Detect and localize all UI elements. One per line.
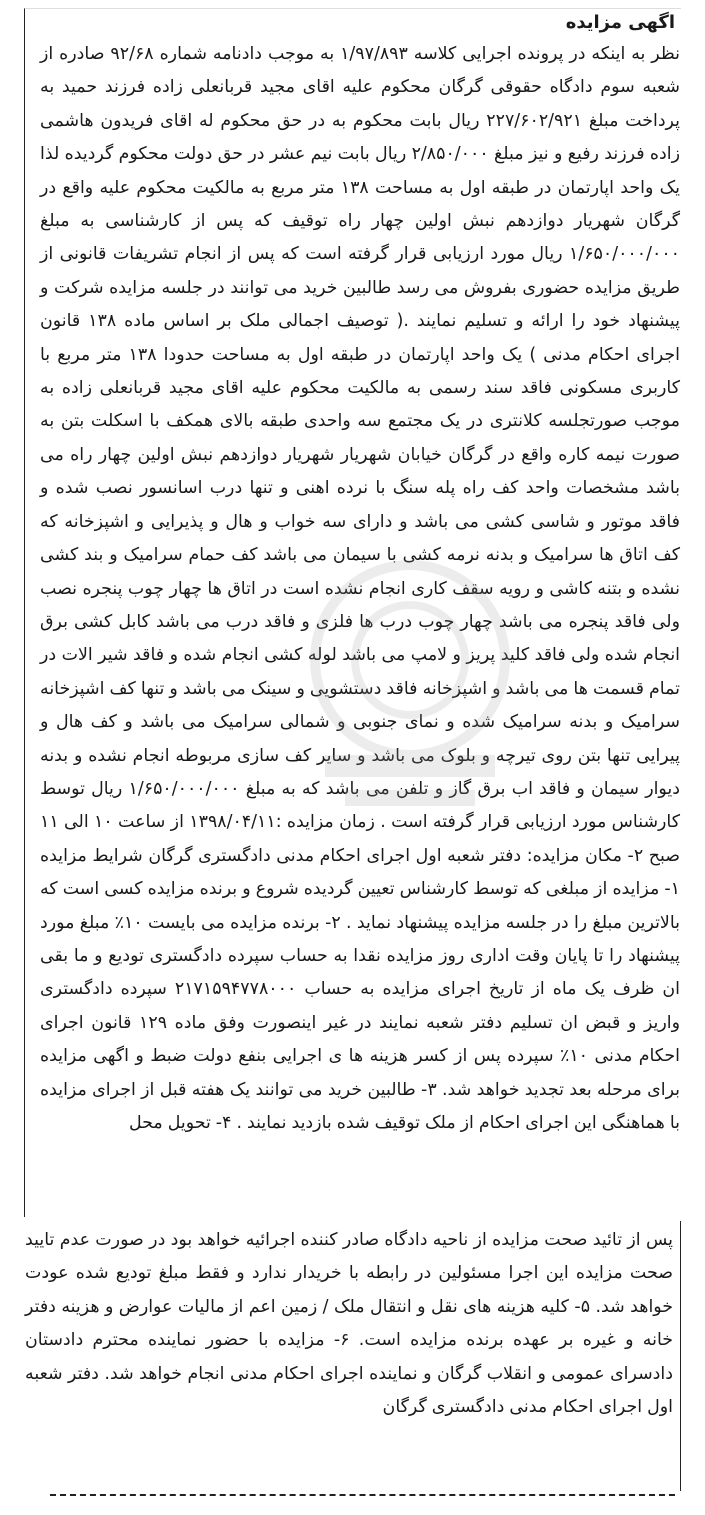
notice-title: اگهی مزایده — [565, 12, 675, 33]
dashed-separator — [50, 1494, 675, 1506]
notice-body-top: نظر به اینکه در پرونده اجرایی کلاسه ۱/۹۷/۸۹۳ به موجب دادنامه شماره ۹۲/۶۸ صادره از شعبه سوم دادگاه حقوقی گرگان محکوم علیه اقای مجید قربانعلی زاده فرزند حمید به پرداخت مبلغ ۲۲۷/۶۰۲/۹۲۱ ریال بابت محکوم به در حق محکوم له اقای فریدون هاشمی زاده فرزند رفیع و نیز مبلغ ۲/۸۵۰/۰۰۰ ریال بابت نیم عشر در حق دولت محکوم گردیده لذا یک واحد اپارتمان در طبقه اول به مساحت ۱۳۸ متر مربع به مالکیت محکوم علیه واقع در گرگان شهریار دوازدهم نبش اولین چهار راه توقیف که پس از کارشناسی به مبلغ ۱/۶۵۰/۰۰۰/۰۰۰ ریال مورد ارزیابی قرار گرفته است که پس از انجام تشریفات قانونی از طریق مزایده حضوری بفروش می رسد طالبین خرید می توانند در جلسه مزایده شرکت و پیشنهاد خود را ارائه و تسلیم نمایند .( توصیف اجمالی ملک بر اساس ماده ۱۳۸ قانون اجرای احکام مدنی ) یک واحد اپارتمان در طبقه اول به مساحت حدودا ۱۳۸ متر مربع با کاربری مسکونی فاقد سند رسمی به مالکیت محکوم علیه اقای مجید قربانعلی زاده به موجب صورتجلسه کلانتری در یک مجتمع سه واحدی طبقه بالای همکف با اسکلت بتن به صورت نیمه کاره واقع در گرگان خیابان شهریار شهریار دوازدهم نبش اولین چهار راه می باشد مشخصات واحد کف راه پله سنگ با نرده اهنی و تنها درب اسانسور نصب شده و فاقد موتور و شاسی کشی می باشد و دارای سه خواب و هال و پذیرایی و اشپزخانه که کف اتاق ها سرامیک و بدنه نرمه کشی با سیمان می باشد کف حمام سرامیک و بند کشی نشده و بتنه کاشی و رویه سقف کاری انجام نشده است در اتاق ها چهار چوب پنجره نصب ولی فاقد پنجره می باشد چهار چوب درب ها فلزی و فاقد درب می باشد کابل کشی برق انجام شده ولی فاقد کلید پریز و لامپ می باشد لوله کشی انجام شده و فاقد شیر الات در تمام قسمت ها می باشد و اشپزخانه فاقد دستشویی و سینک می باشد و تنها کف اشپزخانه سرامیک و بدنه سرامیک شده و نمای جنوبی و شمالی سرامیک می باشد و کف هال و پیرایی تنها بتن روی تیرچه و بلوک می باشد و سایر کف سازی مربوطه انجام نشده و بدنه دیوار سیمان و فاقد اب برق گاز و تلفن می باشد که به مبلغ ۱/۶۵۰/۰۰۰/۰۰۰ ریال توسط کارشناس مورد ارزیابی قرار گرفته است . زمان مزایده :۱۳۹۸/۰۴/۱۱ از ساعت ۱۰ الی ۱۱ صبح ۲- مکان مزایده: دفتر شعبه اول اجرای احکام مدنی دادگستری گرگان شرایط مزایده ۱- مزایده از مبلغی که توسط کارشناس تعیین گردیده شروع و برنده مزایده کسی است که بالاترین مبلغ را در جلسه مزایده پیشنهاد نماید . ۲- برنده مزایده می بایست ۱۰٪ مبلغ مورد پیشنهاد را تا پایان وقت اداری روز مزایده نقدا به حساب سپرده دادگستری تودیع و ما بقی ان ظرف یک ماه از تاریخ اجرای مزایده به حساب ۲۱۷۱۵۹۴۷۷۸۰۰۰ سپرده دادگستری واریز و قبض ان تسلیم دفتر شعبه نمایند در غیر اینصورت وفق ماده ۱۲۹ قانون اجرای احکام مدنی ۱۰٪ سپرده پس از کسر هزینه ها ی اجرایی بنفع دولت ضبط و اگهی مزایده برای مرحله بعد تجدید خواهد شد. ۳- طالبین خرید می توانند یک هفته قبل از اجرای مزایده با هماهنگی این اجرای احکام از ملک توقیف شده بازدید نمایند . ۴- تحویل محل — [40, 44, 681, 1133]
notice-body-bottom: پس از تائید صحت مزایده از ناحیه دادگاه صادر کننده اجرائیه خواهد بود در صورت عدم تایید صحت مزایده این اجرا مسئولین در رابطه با خریدار ندارد و فقط مبلغ تودیع شده عودت خواهد شد. ۵- کلیه هزینه های نقل و انتقال ملک / زمین اعم از مالیات عوارض و هزینه دفتر خانه و غیره بر عهده برنده مزایده است. ۶- مزایده با حضور نماینده محترم دادستان دادسرای عمومی و انقلاب گرگان و نماینده اجرای احکام مدنی انجام خواهد شد. دفتر شعبه اول اجرای احکام مدنی دادگستری گرگان — [25, 1230, 674, 1418]
